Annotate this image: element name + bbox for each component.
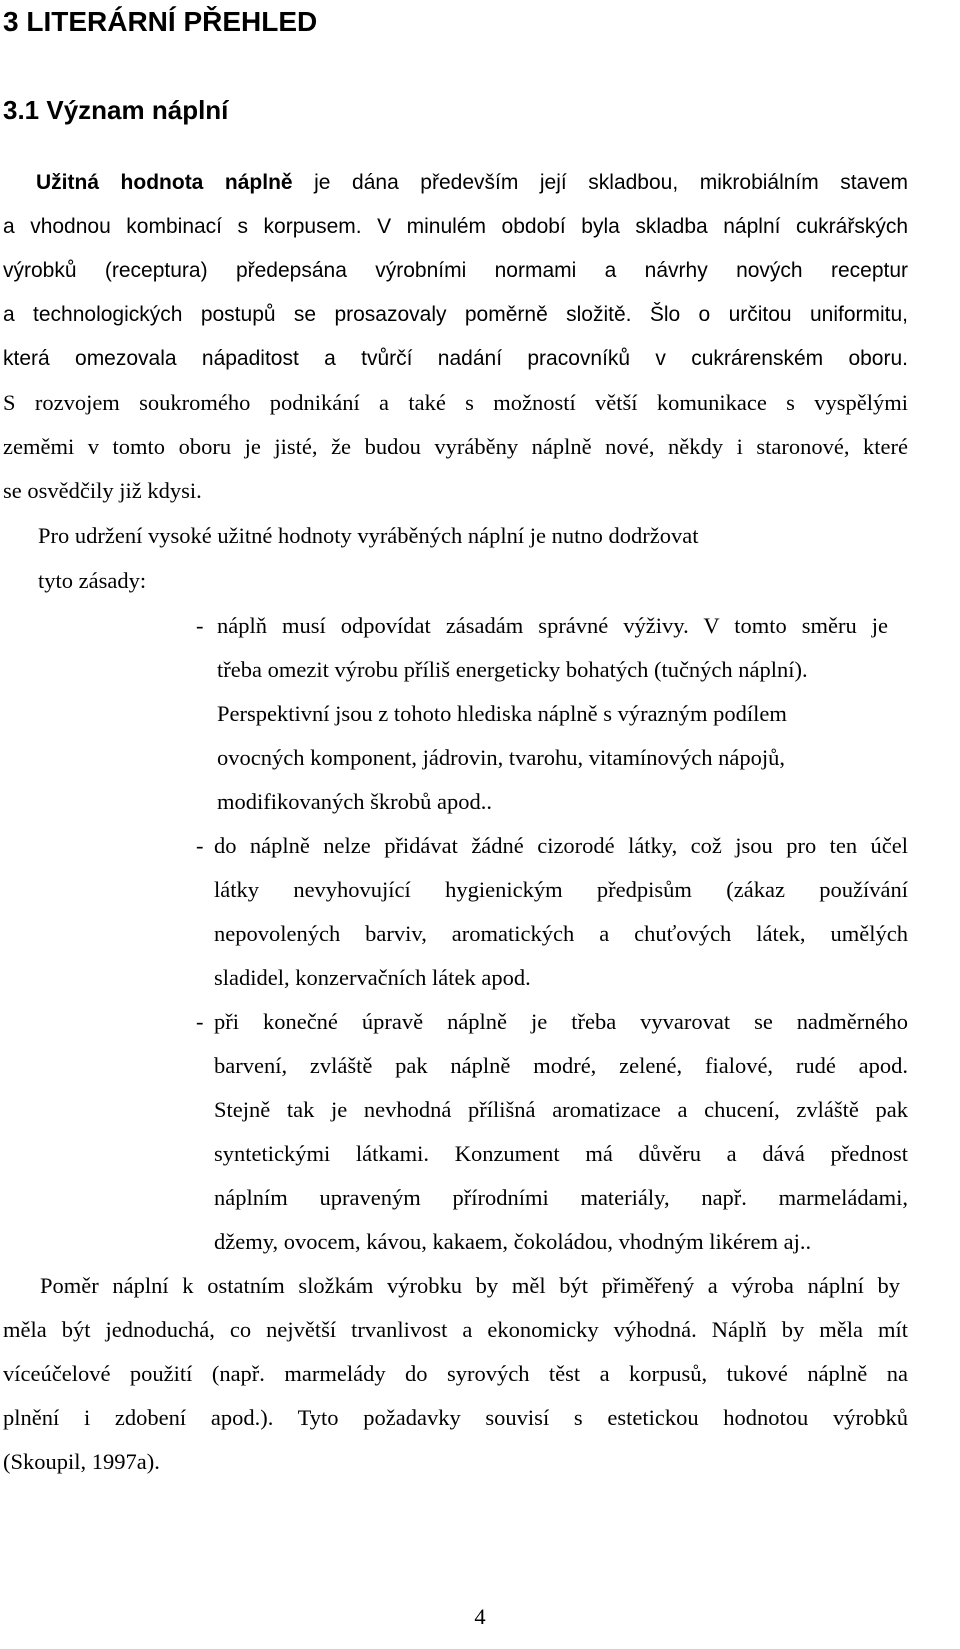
bullet-1-line-4: ovocných komponent, jádrovin, tvarohu, vitamínových nápojů, <box>217 745 786 770</box>
bullet-2-line-3: nepovolených barviv, aromatických a chuťových látek, umělých <box>214 921 908 946</box>
bullet-1-line-1: náplň musí odpovídat zásadám správné výživy. V tomto směru je <box>217 613 888 638</box>
principles-line-1: Pro udržení vysoké užitné hodnoty vyráběných náplní je nutno dodržovat <box>38 523 699 548</box>
principles-line-2: tyto zásady: <box>38 568 147 593</box>
intro-line-8: se osvědčily již kdysi. <box>3 478 202 503</box>
bullet-1-line-3: Perspektivní jsou z tohoto hlediska náplně s výrazným podílem <box>217 701 787 726</box>
intro-line-2: a vhodnou kombinací s korpusem. V minulém období byla skladba náplní cukrářských <box>3 215 908 238</box>
closing-line-4: plnění i zdobení apod.). Tyto požadavky souvisí s estetickou hodnotou výrobků <box>3 1405 908 1430</box>
bullet-2-line-2: látky nevyhovující hygienickým předpisům (zákaz používání <box>214 877 908 902</box>
intro-line-5: která omezovala nápaditost a tvůrčí nadání pracovníků v cukrárenském oboru. <box>3 347 908 370</box>
intro-line-3: výrobků (receptura) předepsána výrobními normami a návrhy nových receptur <box>3 259 908 282</box>
bullet-3-line-4: syntetickými látkami. Konzument má důvěru a dává přednost <box>214 1141 908 1166</box>
bullet-2-dash: - <box>196 833 204 858</box>
closing-line-3: víceúčelové použití (např. marmelády do syrových těst a korpusů, tukové náplně na <box>3 1361 908 1386</box>
bullet-1-line-2: třeba omezit výrobu příliš energeticky bohatých (tučných náplní). <box>217 657 808 682</box>
intro-bold-term: Užitná hodnota náplně <box>36 171 293 194</box>
page-number: 4 <box>474 1604 486 1629</box>
intro-line-1-text: je dána především její skladbou, mikrobiálním stavem <box>292 171 908 194</box>
closing-line-2: měla být jednoduchá, co největší trvanlivost a ekonomicky výhodná. Náplň by měla mít <box>3 1317 908 1342</box>
bullet-3-line-1: při konečné úpravě náplně je třeba vyvarovat se nadměrného <box>214 1009 908 1034</box>
intro-line-1 <box>36 168 908 198</box>
bullet-3-dash: - <box>196 1009 204 1034</box>
section-heading: 3.1 Význam náplní <box>3 95 229 125</box>
bullet-2-line-4: sladidel, konzervačních látek apod. <box>214 965 531 990</box>
closing-line-5: (Skoupil, 1997a). <box>3 1449 160 1474</box>
intro-line-7: zeměmi v tomto oboru je jisté, že budou vyráběny náplně nové, někdy i staronové, které <box>3 434 908 459</box>
bullet-1-line-5: modifikovaných škrobů apod.. <box>217 789 492 814</box>
bullet-1-dash: - <box>196 613 204 638</box>
chapter-heading: 3 LITERÁRNÍ PŘEHLED <box>3 6 318 37</box>
bullet-3-line-6: džemy, ovocem, kávou, kakaem, čokoládou, vhodným likérem aj.. <box>214 1229 812 1254</box>
bullet-3-line-2: barvení, zvláště pak náplně modré, zelené, fialové, rudé apod. <box>214 1053 908 1078</box>
intro-line-4: a technologických postupů se prosazovaly poměrně složitě. Šlo o určitou uniformitu, <box>3 303 908 326</box>
intro-line-6: S rozvojem soukromého podnikání a také s možností větší komunikace s vyspělými <box>3 390 908 415</box>
bullet-3-line-3: Stejně tak je nevhodná přílišná aromatizace a chucení, zvláště pak <box>214 1097 908 1122</box>
bullet-3-line-5: náplním upraveným přírodními materiály, např. marmeládami, <box>214 1185 908 1210</box>
bullet-2-line-1: do náplně nelze přidávat žádné cizorodé látky, což jsou pro ten účel <box>214 833 908 858</box>
closing-line-1: Poměr náplní k ostatním složkám výrobku by měl být přiměřený a výroba náplní by <box>40 1273 900 1298</box>
